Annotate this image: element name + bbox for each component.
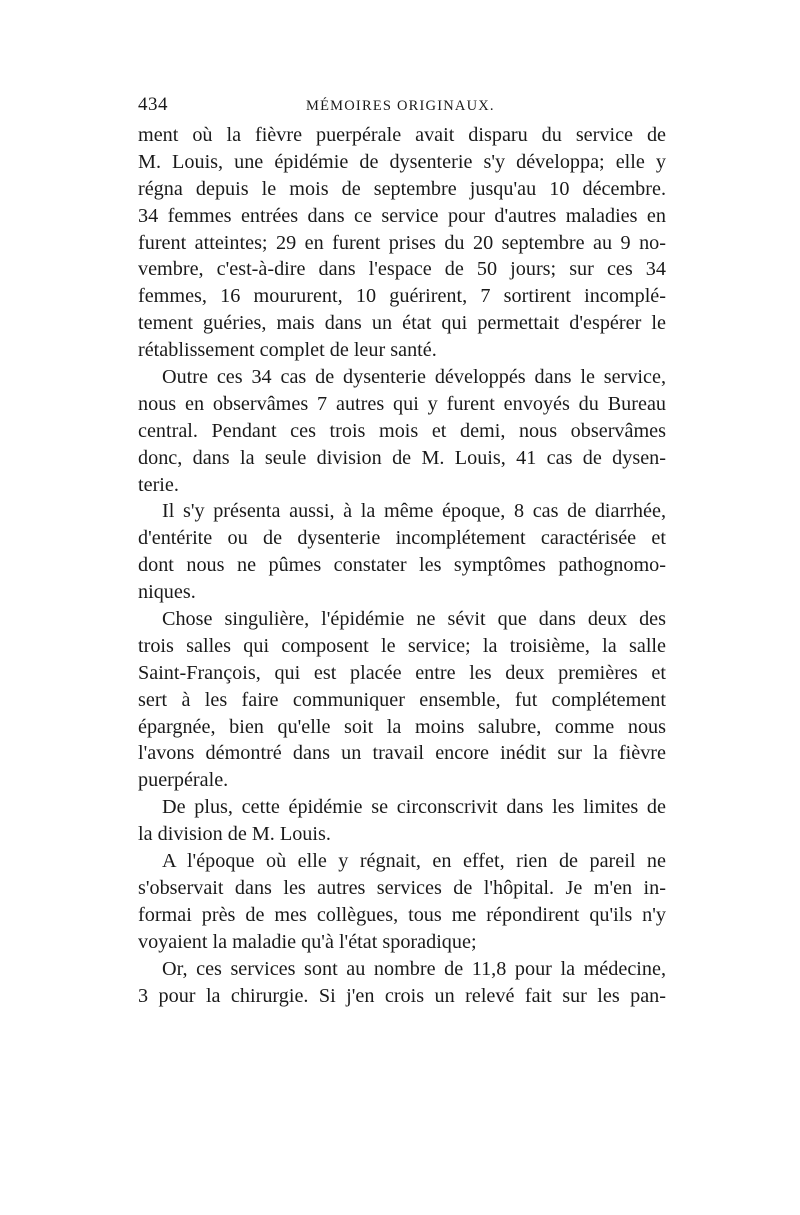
text-line: puerpérale.	[138, 769, 229, 792]
text-line: femmes, 16 moururent, 10 guérirent, 7 sortirent incomplé-	[138, 285, 666, 308]
running-title: MÉMOIRES ORIGINAUX.	[306, 98, 495, 114]
running-head	[138, 88, 666, 122]
text-line: niques.	[138, 581, 196, 604]
text-line: dont nous ne pûmes constater les symptômes pathognomo-	[138, 554, 666, 577]
text-line: s'observait dans les autres services de l'hôpital. Je m'en in-	[138, 876, 666, 899]
text-line: tement guéries, mais dans un état qui permettait d'espérer le	[138, 312, 666, 335]
text-line: épargnée, bien qu'elle soit la moins salubre, comme nous	[138, 715, 666, 738]
page-number: 434	[138, 94, 168, 115]
text-line: la division de M. Louis.	[138, 823, 331, 846]
text-line: 34 femmes entrées dans ce service pour d'autres maladies en	[138, 204, 666, 227]
text-line: formai près de mes collègues, tous me répondirent qu'ils n'y	[138, 903, 666, 926]
text-line: Or, ces services sont au nombre de 11,8 pour la médecine,	[162, 957, 666, 980]
text-line: Chose singulière, l'épidémie ne sévit que dans deux des	[162, 608, 666, 631]
book-page	[138, 88, 666, 1009]
text-line: donc, dans la seule division de M. Louis, 41 cas de dysen-	[138, 446, 666, 469]
text-line: vembre, c'est-à-dire dans l'espace de 50 jours; sur ces 34	[138, 258, 666, 281]
text-line: A l'époque où elle y régnait, en effet, rien de pareil ne	[162, 850, 666, 873]
text-line: terie.	[138, 473, 179, 496]
body-text	[138, 122, 666, 1009]
text-line: M. Louis, une épidémie de dysenterie s'y développa; elle y	[138, 150, 666, 173]
text-line: 3 pour la chirurgie. Si j'en crois un relevé fait sur les pan-	[138, 984, 666, 1007]
text-line: furent atteintes; 29 en furent prises du 20 septembre au 9 no-	[138, 231, 666, 254]
text-line: central. Pendant ces trois mois et demi, nous observâmes	[138, 419, 666, 442]
text-line: ment où la fièvre puerpérale avait disparu du service de	[138, 124, 666, 146]
text-line: rétablissement complet de leur santé.	[138, 339, 437, 362]
text-line: trois salles qui composent le service; la troisième, la salle	[138, 634, 666, 657]
text-line: Il s'y présenta aussi, à la même époque, 8 cas de diarrhée,	[162, 500, 666, 523]
text-line: Saint-François, qui est placée entre les deux premières et	[138, 661, 666, 684]
text-line: d'entérite ou de dysenterie incomplétement caractérisée et	[138, 527, 666, 550]
text-line: Outre ces 34 cas de dysenterie développés dans le service,	[162, 366, 666, 389]
text-line: sert à les faire communiquer ensemble, fut complétement	[138, 688, 666, 711]
text-line: voyaient la maladie qu'à l'état sporadique;	[138, 930, 477, 953]
text-line: l'avons démontré dans un travail encore inédit sur la fièvre	[138, 742, 666, 765]
text-line: De plus, cette épidémie se circonscrivit dans les limites de	[162, 796, 666, 819]
text-line: nous en observâmes 7 autres qui y furent envoyés du Bureau	[138, 392, 666, 415]
text-line: régna depuis le mois de septembre jusqu'au 10 décembre.	[138, 177, 666, 200]
